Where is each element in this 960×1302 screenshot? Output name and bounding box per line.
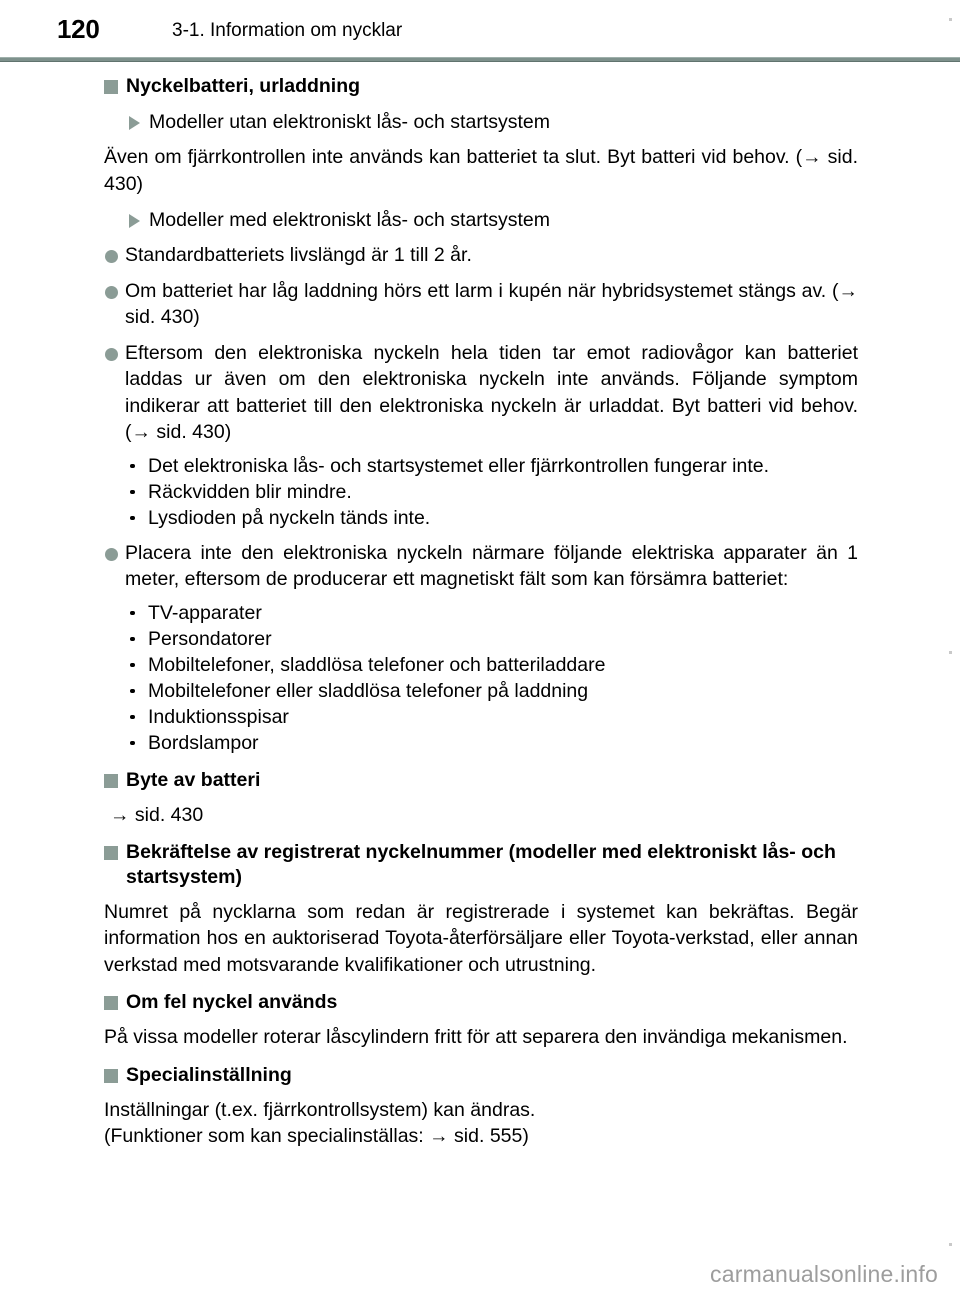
- list-item-radiovagor-label: Eftersom den elektroniska nyckeln hela tiden tar emot radiovågor kan batteriet laddas ur även om den elektroniska nyckeln inte används. Följande symptom indikerar att batteriet till den elektroniska nyckeln är urladdat. Byt batteri vid behov. (→ sid. 430): [125, 341, 858, 443]
- small-dot-bullet-icon: [130, 637, 135, 642]
- heading-specialinstallning: [104, 1063, 858, 1088]
- list-item-label: Mobiltelefoner, sladdlösa telefoner och batteriladdare: [148, 653, 606, 676]
- square-bullet-icon: [104, 1069, 118, 1083]
- heading-om-fel-nyckel: [104, 990, 858, 1015]
- section-title: 3-1. Information om nycklar: [172, 20, 403, 41]
- list-item-label: Lysdioden på nyckeln tänds inte.: [148, 506, 431, 529]
- paragraph-om-fel-nyckel: På vissa modeller roterar låscylindern fritt för att separera den invändiga mekanismen.: [104, 1026, 848, 1048]
- paragraph-bekraftelse: Numret på nycklarna som redan är registrerade i systemet kan bekräftas. Begär information hos en auktoriserad Toyota-återförsäljare eller Toyota-verkstad, eller annan verkstad med motsvarande kvalifikationer och utrustning.: [104, 900, 858, 976]
- circle-bullet-icon: [105, 548, 118, 561]
- heading-nyckelbatteri: [104, 74, 858, 99]
- appliance-list: [104, 600, 858, 756]
- small-dot-bullet-icon: [130, 490, 135, 495]
- header-divider-rule: [0, 57, 960, 62]
- subheading-modeller-med-label: Modeller med elektroniskt lås- och startsystem: [149, 209, 550, 231]
- small-dot-bullet-icon: [130, 516, 135, 521]
- list-item: [126, 678, 858, 704]
- scan-artifact-mark: [949, 1243, 952, 1246]
- subheading-modeller-utan: [126, 109, 858, 135]
- list-item-placera-inte: [104, 540, 858, 593]
- square-bullet-icon: [104, 846, 118, 860]
- page-reference-byte-av-batteri: → sid. 430: [110, 803, 204, 826]
- scan-artifact-mark: [949, 18, 952, 21]
- list-item: [126, 626, 858, 652]
- scan-artifact-mark: [949, 651, 952, 654]
- list-item-label: TV-apparater: [148, 601, 262, 624]
- heading-byte-av-batteri-label: Byte av batteri: [126, 768, 261, 791]
- heading-nyckelbatteri-label: Nyckelbatteri, urladdning: [126, 75, 361, 97]
- small-dot-bullet-icon: [130, 611, 135, 616]
- triangle-bullet-icon: [129, 214, 140, 228]
- small-dot-bullet-icon: [130, 689, 135, 694]
- list-item-label: Mobiltelefoner eller sladdlösa telefoner på laddning: [148, 679, 589, 702]
- list-item-radiovagor: [104, 340, 858, 446]
- heading-specialinstallning-label: Specialinställning: [126, 1063, 292, 1086]
- small-dot-bullet-icon: [130, 715, 135, 720]
- small-dot-bullet-icon: [130, 663, 135, 668]
- list-item: [126, 505, 858, 531]
- list-item-standardbatteri-label: Standardbatteriets livslängd är 1 till 2 år.: [125, 244, 472, 266]
- document-content: [104, 74, 858, 1150]
- circle-bullet-icon: [105, 250, 118, 263]
- site-watermark: carmanualsonline.info: [710, 1261, 938, 1287]
- circle-bullet-icon: [105, 348, 118, 361]
- paragraph-specialinstallning-1: Inställningar (t.ex. fjärrkontrollsystem) kan ändras.: [104, 1098, 536, 1121]
- list-item-label: Det elektroniska lås- och startsystemet eller fjärrkontrollen fungerar inte.: [148, 454, 770, 477]
- subheading-modeller-utan-label: Modeller utan elektroniskt lås- och startsystem: [149, 111, 550, 133]
- page-header: [0, 14, 960, 54]
- heading-bekraftelse: [104, 840, 858, 890]
- list-item-label: Bordslampor: [148, 731, 259, 754]
- paragraph-specialinstallning-2: (Funktioner som kan specialinställas: → sid. 555): [104, 1125, 529, 1147]
- list-item: [126, 704, 858, 730]
- heading-om-fel-nyckel-label: Om fel nyckel används: [126, 991, 338, 1013]
- paragraph-fjarrkontroll-battery: Även om fjärrkontrollen inte används kan batteriet ta slut. Byt batteri vid behov. (→ sid. 430): [104, 146, 858, 195]
- heading-bekraftelse-label: Bekräftelse av registrerat nyckelnummer (modeller med elektroniskt lås- och startsystem): [126, 840, 836, 888]
- list-item-label: Induktionsspisar: [148, 705, 289, 728]
- small-dot-bullet-icon: [130, 464, 135, 469]
- list-item: [126, 730, 858, 756]
- list-item-lag-laddning: [104, 278, 858, 331]
- list-item-label: Persondatorer: [148, 627, 272, 650]
- triangle-bullet-icon: [129, 116, 140, 130]
- list-item-label: Räckvidden blir mindre.: [148, 480, 352, 503]
- square-bullet-icon: [104, 80, 118, 94]
- subheading-modeller-med: [126, 207, 858, 233]
- list-item-standardbatteri: [104, 242, 858, 269]
- symptom-list: [104, 453, 858, 531]
- small-dot-bullet-icon: [130, 741, 135, 746]
- heading-byte-av-batteri: [104, 768, 858, 793]
- list-item: [126, 479, 858, 505]
- list-item: [126, 453, 858, 479]
- page-number: 120: [57, 14, 100, 44]
- list-item: [126, 652, 858, 678]
- list-item: [126, 600, 858, 626]
- list-item-lag-laddning-label: Om batteriet har låg laddning hörs ett larm i kupén när hybridsystemet stängs av. (→ sid. 430): [125, 279, 858, 328]
- circle-bullet-icon: [105, 286, 118, 299]
- square-bullet-icon: [104, 774, 118, 788]
- list-item-placera-inte-label: Placera inte den elektroniska nyckeln närmare följande elektriska apparater än 1 meter, eftersom de producerar ett magnetiskt fält som kan försämra batteriet:: [125, 541, 858, 590]
- square-bullet-icon: [104, 996, 118, 1010]
